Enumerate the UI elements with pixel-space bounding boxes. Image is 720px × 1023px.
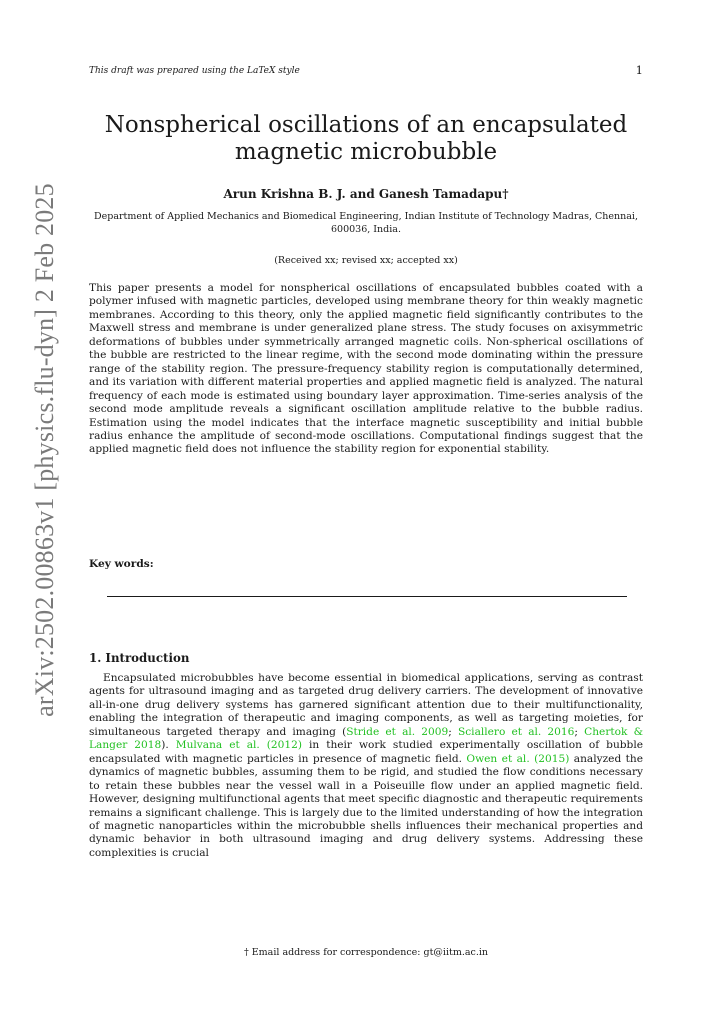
- page-number: 1: [635, 63, 643, 77]
- introduction-paragraph: [89, 672, 643, 860]
- citation-separator: ;: [448, 725, 458, 738]
- citation-separator: ;: [574, 725, 585, 738]
- intro-text: analyzed the dynamics of magnetic bubbles, assuming them to be rigid, and studied the flow conditions necessary to retain these bubbles near the vessel wall in a Poiseuille flow under an applied magnetic field. However, designing multifunctional agents that meet specific diagnostic and therapeutic requirements remains a significant challenge. This is largely due to the limited understanding of how the integration of magnetic nanoparticles within the microbubble shells influences their mechanical properties and dynamic behavior in both ultrasound imaging and drug delivery systems. Addressing these complexities is crucial: [89, 752, 643, 859]
- citation-link[interactable]: Owen et al. (2015): [466, 752, 570, 765]
- page-header: [89, 62, 643, 80]
- citation-link[interactable]: Stride et al. 2009: [346, 725, 449, 738]
- intro-text: in their work studied experimentally oscillation of bubble encapsulated with magnetic particles in presence of magnetic field.: [89, 739, 643, 765]
- citation-link[interactable]: Sciallero et al. 2016: [457, 725, 575, 738]
- keywords-line: [89, 558, 643, 570]
- correspondence-footnote: † Email address for correspondence: gt@iitm.ac.in: [243, 947, 489, 958]
- author-affiliation: Department of Applied Mechanics and Biomedical Engineering, Indian Institute of Technology Madras, Chennai, 600036, India.: [94, 211, 638, 235]
- keywords-label: Key words:: [89, 558, 154, 570]
- abstract-divider: [107, 596, 627, 597]
- arxiv-identifier-stamp[interactable]: arXiv:2502.00863v1 [physics.flu-dyn] 2 Feb 2025: [30, 183, 59, 717]
- intro-text: ).: [161, 739, 176, 752]
- paper-title: Nonspherical oscillations of an encapsulated magnetic microbubble: [104, 112, 628, 165]
- citation-link[interactable]: Chertok & Langer 2018: [89, 725, 644, 752]
- received-dates: (Received xx; revised xx; accepted xx): [274, 255, 458, 266]
- intro-text: Encapsulated microbubbles have become essential in biomedical applications, serving as contrast agents for ultrasound imaging and as targeted drug delivery carriers. The development of innovative all-in-one drug delivery systems has garnered significant attention due to their multifunctionality, enabling the integration of therapeutic and imaging components, as well as targeting moieties, for simultaneous targeted therapy and imaging (: [89, 672, 643, 738]
- abstract: This paper presents a model for nonspherical oscillations of encapsulated bubbles coated with a polymer infused with magnetic particles, developed using membrane theory for thin weakly magnetic membranes. According to this theory, only the applied magnetic field significantly contributes to the Maxwell stress and membrane is under generalized plane stress. The study focuses on axisymmetric deformations of bubbles under symmetrically arranged magnetic coils. Non-spherical oscillations of the bubble are restricted to the linear regime, with the second mode dominating within the pressure range of the stability region. The pressure-frequency stability region is computationally determined, and its variation with different material properties and applied magnetic field is analyzed. The natural frequency of each mode is estimated using boundary layer approximation. Time-series analysis of the second mode amplitude reveals a significant oscillation amplitude relative to the bubble radius. Estimation using the model indicates that the interface magnetic susceptibility and initial bubble radius enhance the amplitude of second-mode oscillations. Computational findings suggest that the applied magnetic field does not influence the stability region for exponential stability.: [89, 282, 643, 456]
- citation-link[interactable]: Mulvana et al. (2012): [175, 739, 303, 752]
- draft-note: This draft was prepared using the LaTeX style: [89, 66, 300, 76]
- author-list: Arun Krishna B. J. and Ganesh Tamadapu†: [223, 187, 509, 201]
- section-heading-introduction: 1. Introduction: [89, 651, 190, 665]
